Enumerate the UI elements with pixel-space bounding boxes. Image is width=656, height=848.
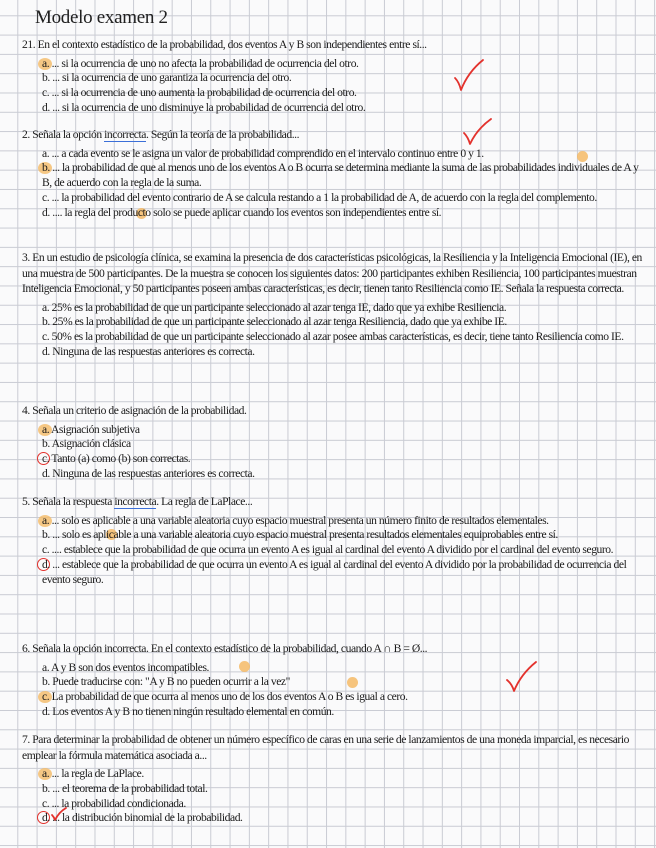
question-text: 4. Señala un criterio de asignación de la probabilidad.	[22, 404, 247, 417]
option-c[interactable]: c. La probabilidad de que ocurra al menos uno de los dos eventos A o B es igual a cero.	[42, 690, 642, 705]
question-4	[22, 403, 642, 482]
option-b[interactable]: b. Asignación clásica	[42, 437, 131, 451]
option-d[interactable]: d. Ninguna de las respuestas anteriores es correcta.	[42, 344, 255, 358]
option-c[interactable]: c. .... establece que la probabilidad de que ocurra un evento A es igual al cardinal del evento A dividido por el cardinal del evento seguro.	[42, 543, 614, 557]
option-d[interactable]: d. .... la regla del producto solo se puede aplicar cuando los eventos son independientes entre sí.	[42, 205, 442, 219]
option-a[interactable]: a. ... solo es aplicable a una variable aleatoria cuyo espacio muestral presenta un número finito de resultados elementales.	[42, 514, 642, 529]
option-b[interactable]: b. ... la probabilidad de que al menos uno de los eventos A o B ocurra se determina mediante la suma de las probabilidades individuales de A y B, de acuerdo con la regla de la suma.	[42, 161, 642, 191]
option-d[interactable]: d. ... la distribución binomial de la probabilidad.	[42, 811, 642, 826]
highlight-dot	[239, 661, 250, 672]
page-title: Modelo examen 2	[35, 7, 168, 28]
option-a[interactable]: a. Asignación subjetiva	[42, 423, 642, 438]
option-c[interactable]: c. ... la probabilidad del evento contrario de A se calcula restando a 1 la probabilidad de A, de acuerdo con la regla del complemento.	[42, 190, 597, 204]
option-d[interactable]: d. ... si la ocurrencia de uno disminuye la probabilidad de ocurrencia del otro.	[42, 100, 366, 114]
question-3	[22, 250, 642, 360]
option-b[interactable]: b. Puede traducirse con: "A y B no pueden ocurrir a la vez"	[42, 675, 290, 689]
option-a[interactable]: a. ... la regla de LaPlace.	[42, 767, 642, 782]
question-text: 3. En un estudio de psicología clínica, se examina la presencia de dos características psicológicas, la Resiliencia y la Inteligencia Emocional (IE), en una muestra de 500 participantes. De la muestra se conocen los siguientes datos: 200 participantes exhiben Resiliencia, 100 participantes muestran Inteligencia Emocional, y 50 participantes poseen ambas características, es decir, tienen tanto Resiliencia como IE. Señala la respuesta correcta.	[22, 251, 642, 295]
option-c[interactable]: c. ... si la ocurrencia de uno aumenta la probabilidad de ocurrencia del otro.	[42, 86, 357, 100]
highlight-dot	[347, 677, 358, 688]
question-1	[22, 37, 642, 116]
option-c[interactable]: c. ... la probabilidad condicionada.	[42, 796, 186, 810]
check-mark-icon	[462, 117, 494, 147]
option-a[interactable]: a. 25% es la probabilidad de que un participante seleccionado al azar tenga IE, dado que ya exhibe Resiliencia.	[42, 300, 507, 314]
check-mark-icon	[505, 660, 539, 694]
option-b[interactable]: b. 25% es la probabilidad de que un participante seleccionado al azar tenga Resiliencia, dado que ya exhibe IE.	[42, 315, 507, 329]
option-a[interactable]: a. A y B son dos eventos incompatibles.	[42, 660, 209, 674]
question-5	[22, 494, 642, 587]
option-d[interactable]: d. ... establece que la probabilidad de que ocurra un evento A es igual al cardinal del evento A dividido por la probabilidad de ocurrencia del evento seguro.	[42, 558, 642, 588]
option-b[interactable]: b. ... el teorema de la probabilidad total.	[42, 781, 208, 795]
question-text: 7. Para determinar la probabilidad de obtener un número específico de caras en una serie de lanzamientos de una moneda imparcial, es necesario emplear la fórmula matemática asociada a...	[22, 733, 629, 762]
question-7	[22, 732, 642, 826]
option-d[interactable]: d. Los eventos A y B no tienen ningún resultado elemental en común.	[42, 704, 334, 718]
question-text: 2. Señala la opción incorrecta. Según la teoría de la probabilidad...	[22, 128, 300, 141]
option-d[interactable]: d. Ninguna de las respuestas anteriores es correcta.	[42, 466, 255, 480]
check-mark-icon	[452, 58, 486, 94]
question-6	[22, 641, 642, 720]
option-c[interactable]: c. 50% es la probabilidad de que un participante seleccionado al azar posee ambas características, es decir, tiene tanto Resiliencia como IE.	[42, 330, 624, 344]
question-text: 5. Señala la respuesta incorrecta. La regla de LaPlace...	[22, 495, 253, 508]
question-text: 6. Señala la opción incorrecta. En el contexto estadístico de la probabilidad, cuando A ∩ B = Ø...	[22, 642, 428, 655]
option-b[interactable]: b. ... si la ocurrencia de uno garantiza la ocurrencia del otro.	[42, 71, 292, 85]
question-2	[22, 127, 642, 220]
question-text: 21. En el contexto estadístico de la probabilidad, dos eventos A y B son independientes entre sí...	[22, 38, 427, 51]
option-a[interactable]: a. ... a cada evento se le asigna un valor de probabilidad comprendido en el intervalo continuo entre 0 y 1.	[42, 146, 484, 160]
option-b[interactable]: b. ... solo es aplicable a una variable aleatoria cuyo espacio muestral presenta resultados elementales equiprobables entre sí.	[42, 528, 558, 542]
option-a[interactable]: a. ... si la ocurrencia de uno no afecta la probabilidad de ocurrencia del otro.	[42, 57, 642, 72]
option-c[interactable]: c. Tanto (a) como (b) son correctas.	[42, 452, 642, 467]
